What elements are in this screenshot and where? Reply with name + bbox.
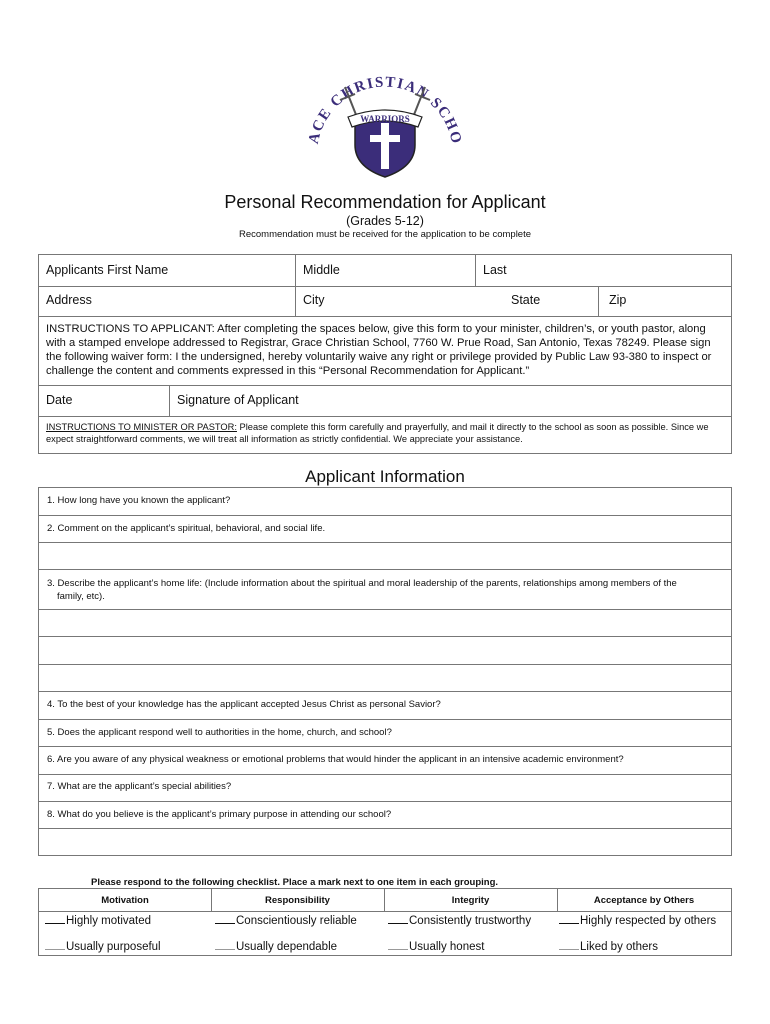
state-label: State (511, 293, 541, 307)
signature-label: Signature of Applicant (177, 393, 299, 407)
question-3: 3. Describe the applicant’s home life: (Include information about the spiritual and moral leadership of the parents, relationships among members of the (47, 578, 677, 589)
address-label: Address (46, 293, 92, 307)
middle-name-label: Middle (303, 263, 340, 277)
checklist-item-conscientiously-reliable[interactable]: Conscientiously reliable (215, 914, 357, 927)
checklist-header-responsibility: Responsibility (265, 895, 330, 906)
address-row (39, 286, 731, 317)
answer-line-2[interactable] (39, 543, 731, 569)
checklist-item-consistently-trustworthy[interactable]: Consistently trustworthy (388, 914, 531, 927)
checklist-header-motivation: Motivation (101, 895, 149, 906)
name-row (39, 255, 731, 287)
question-7: 7. What are the applicant’s special abilities? (47, 781, 232, 792)
question-8: 8. What do you believe is the applicant’s primary purpose in attending our school? (47, 809, 392, 820)
checklist-header-integrity: Integrity (451, 895, 490, 906)
logo-school-name: ACE CHRISTIAN SCHO (305, 74, 465, 147)
zip-label: Zip (609, 293, 627, 307)
city-label: City (303, 293, 325, 307)
applicant-info-title: Applicant Information (305, 467, 465, 486)
school-logo-graphic (300, 55, 470, 185)
question-1: 1. How long have you known the applicant? (47, 495, 231, 506)
checklist-item-highly-respected[interactable]: Highly respected by others (559, 914, 716, 927)
question-6: 6. Are you aware of any physical weakness or emotional problems that would hinder the applicant in an intensive academic environment? (47, 754, 624, 765)
school-logo (300, 55, 470, 185)
checklist-item-usually-honest[interactable]: Usually honest (388, 940, 484, 953)
question-3-cont: family, etc). (57, 591, 105, 602)
answer-line-3c[interactable] (39, 665, 731, 691)
last-name-label: Last (483, 263, 507, 277)
checklist-instruction: Please respond to the following checklist. Place a mark next to one item in each grouping. (91, 877, 499, 888)
minister-heading: INSTRUCTIONS TO MINISTER OR PASTOR: (46, 422, 237, 432)
date-field[interactable] (39, 386, 170, 416)
grades-subtitle: (Grades 5-12) (346, 214, 424, 228)
checklist-item-liked-by-others[interactable]: Liked by others (559, 940, 658, 953)
city-field[interactable] (296, 286, 599, 316)
checklist-table (38, 888, 732, 956)
answer-line-8[interactable] (39, 829, 731, 855)
question-5: 5. Does the applicant respond well to authorities in the home, church, and school? (47, 727, 392, 738)
first-name-field[interactable] (39, 255, 296, 286)
completion-note: Recommendation must be received for the application to be complete (238, 229, 532, 240)
signature-row (39, 385, 731, 417)
address-field[interactable] (39, 286, 296, 316)
minister-text: Please complete this form carefully and prayerfully, and mail it directly to the school as soon as possible. Since we expect straightforward comments, we will treat all information as strictly confidential. We appreciate your assistance. (46, 422, 709, 444)
last-name-field[interactable] (476, 255, 731, 286)
checklist-item-usually-purposeful[interactable]: Usually purposeful (45, 940, 161, 953)
date-label: Date (46, 393, 73, 407)
checklist-item-highly-motivated[interactable]: Highly motivated (45, 914, 151, 927)
question-2: 2. Comment on the applicant’s spiritual, behavioral, and social life. (47, 523, 326, 534)
middle-name-field[interactable] (296, 255, 476, 286)
first-name-label: Applicants First Name (46, 263, 169, 277)
minister-instructions (46, 421, 730, 445)
applicant-form (38, 254, 732, 454)
answer-line-3b[interactable] (39, 637, 731, 663)
checklist-header-acceptance: Acceptance by Others (593, 895, 695, 906)
question-4: 4. To the best of your knowledge has the applicant accepted Jesus Christ as personal Savior? (47, 699, 441, 710)
zip-field[interactable] (599, 286, 731, 316)
logo-mascot: WARRIORS (360, 114, 410, 124)
applicant-instructions: INSTRUCTIONS TO APPLICANT: After completing the spaces below, give this form to your minister, children’s, or youth pastor, along with a stamped envelope addressed to Registrar, Grace Christian School, 7760 W. Prue Road, San Antonio, Texas 78249. Please sign the following waiver form: I the undersigned, hereby voluntarily waive any right or privilege provided by Public Law 93-380 to inspect or challenge the content and comments expressed in this “Personal Recommendation for Applicant.” (46, 323, 712, 377)
answer-line-3a[interactable] (39, 610, 731, 636)
page-title: Personal Recommendation for Applicant (224, 192, 546, 212)
applicant-info-box (38, 487, 732, 856)
checklist-item-usually-dependable[interactable]: Usually dependable (215, 940, 337, 953)
signature-field[interactable] (170, 386, 731, 416)
